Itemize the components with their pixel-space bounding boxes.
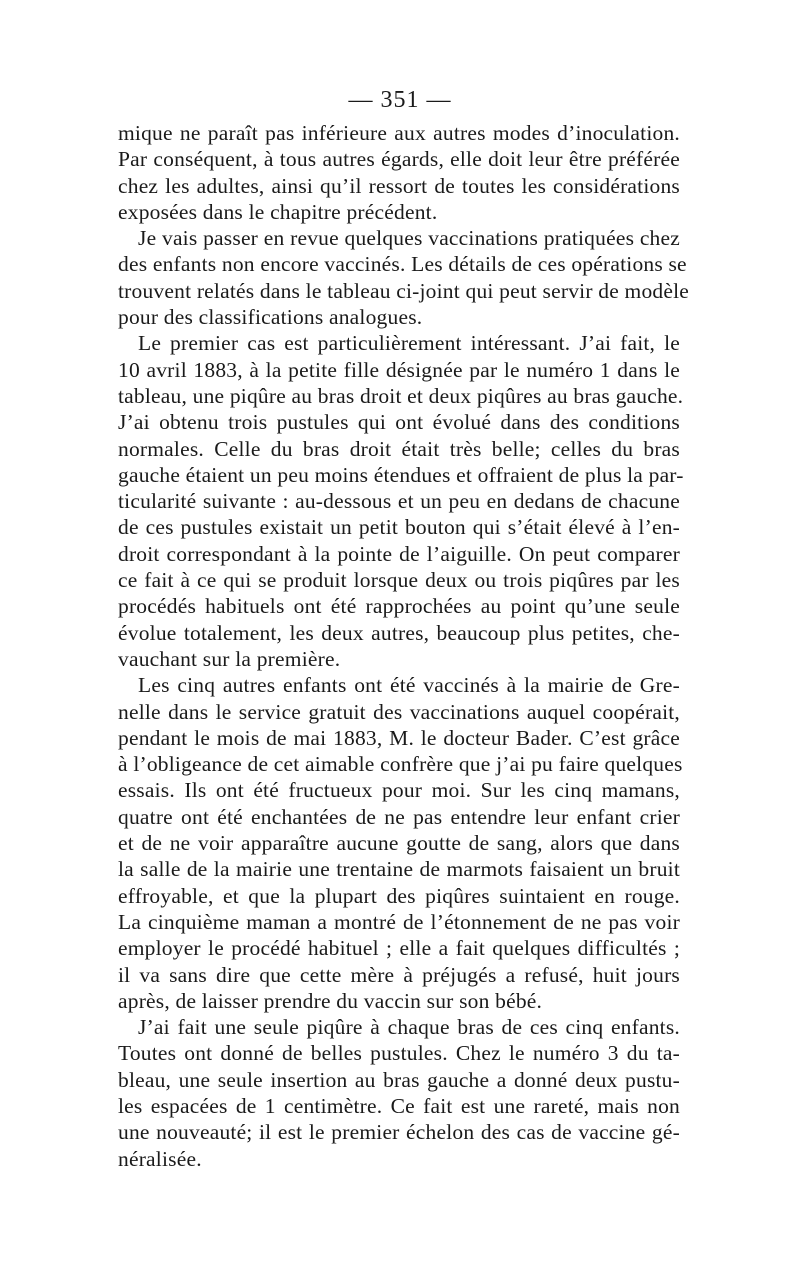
- text-line: 10 avril 1883, à la petite fille désignée par le numéro 1 dans le: [118, 357, 680, 382]
- text-line: après, de laisser prendre du vaccin sur son bébé.: [118, 988, 543, 1013]
- text-line: Le premier cas est particulièrement intéressant. J’ai fait, le: [138, 331, 680, 356]
- text-line: des enfants non encore vaccinés. Les détails de ces opérations se: [118, 252, 687, 277]
- text-line: effroyable, et que la plupart des piqûres suintaient en rouge.: [118, 883, 680, 908]
- text-line: employer le procédé habituel ; elle a fait quelques difficultés ;: [118, 936, 680, 961]
- text-line: trouvent relatés dans le tableau ci-joint qui peut servir de modèle: [118, 278, 690, 303]
- body-text: [118, 120, 690, 1172]
- text-line: chez les adultes, ainsi qu’il ressort de toutes les considérations: [118, 173, 680, 198]
- text-line: mique ne paraît pas inférieure aux autres modes d’inoculation.: [118, 121, 680, 145]
- text-line: Les cinq autres enfants ont été vaccinés à la mairie de Gre-: [138, 673, 680, 698]
- text-line: normales. Celle du bras droit était très belle; celles du bras: [118, 436, 680, 461]
- text-line: Je vais passer en revue quelques vaccinations pratiquées chez: [138, 226, 680, 251]
- text-line: bleau, une seule insertion au bras gauche a donné deux pustu-: [118, 1067, 680, 1092]
- text-line: néralisée.: [118, 1146, 202, 1171]
- text-line: pendant le mois de mai 1883, M. le docteur Bader. C’est grâce: [118, 725, 680, 750]
- text-line: exposées dans le chapitre précédent.: [118, 199, 438, 224]
- text-line: procédés habituels ont été rapprochées au point qu’une seule: [118, 594, 680, 619]
- text-line: nelle dans le service gratuit des vaccinations auquel coopérait,: [118, 699, 680, 724]
- text-line: J’ai obtenu trois pustules qui ont évolué dans des conditions: [118, 410, 680, 435]
- text-line: vauchant sur la première.: [118, 646, 341, 671]
- text-line: La cinquième maman a montré de l’étonnement de ne pas voir: [118, 909, 680, 934]
- page-number: — 351 —: [348, 87, 452, 113]
- text-line: Par conséquent, à tous autres égards, elle doit leur être préférée: [118, 147, 680, 172]
- text-line: pour des classifications analogues.: [118, 305, 423, 330]
- text-line: droit correspondant à la pointe de l’aiguille. On peut comparer: [118, 541, 680, 566]
- text-line: évolue totalement, les deux autres, beaucoup plus petites, che-: [118, 620, 680, 645]
- text-line: à l’obligeance de cet aimable confrère que j’ai pu faire quelques: [118, 752, 683, 777]
- text-line: ticularité suivante : au-dessous et un peu en dedans de chacune: [118, 489, 680, 514]
- text-line: J’ai fait une seule piqûre à chaque bras de ces cinq enfants.: [138, 1015, 680, 1040]
- text-line: et de ne voir apparaître aucune goutte de sang, alors que dans: [118, 831, 680, 856]
- text-line: Toutes ont donné de belles pustules. Chez le numéro 3 du ta-: [118, 1041, 680, 1066]
- text-line: il va sans dire que cette mère à préjugés a refusé, huit jours: [118, 962, 680, 987]
- text-line: ce fait à ce qui se produit lorsque deux ou trois piqûres par les: [118, 568, 680, 593]
- text-line: une nouveauté; il est le premier échelon des cas de vaccine gé-: [118, 1120, 680, 1145]
- text-line: gauche étaient un peu moins étendues et offraient de plus la par-: [118, 462, 684, 487]
- text-line: essais. Ils ont été fructueux pour moi. Sur les cinq mamans,: [118, 778, 680, 803]
- text-line: la salle de la mairie une trentaine de marmots faisaient un bruit: [118, 857, 680, 882]
- text-line: les espacées de 1 centimètre. Ce fait est une rareté, mais non: [118, 1093, 680, 1118]
- text-line: quatre ont été enchantées de ne pas entendre leur enfant crier: [118, 804, 680, 829]
- text-line: de ces pustules existait un petit bouton qui s’était élevé à l’en-: [118, 515, 680, 540]
- text-line: tableau, une piqûre au bras droit et deux piqûres au bras gauche.: [118, 383, 684, 408]
